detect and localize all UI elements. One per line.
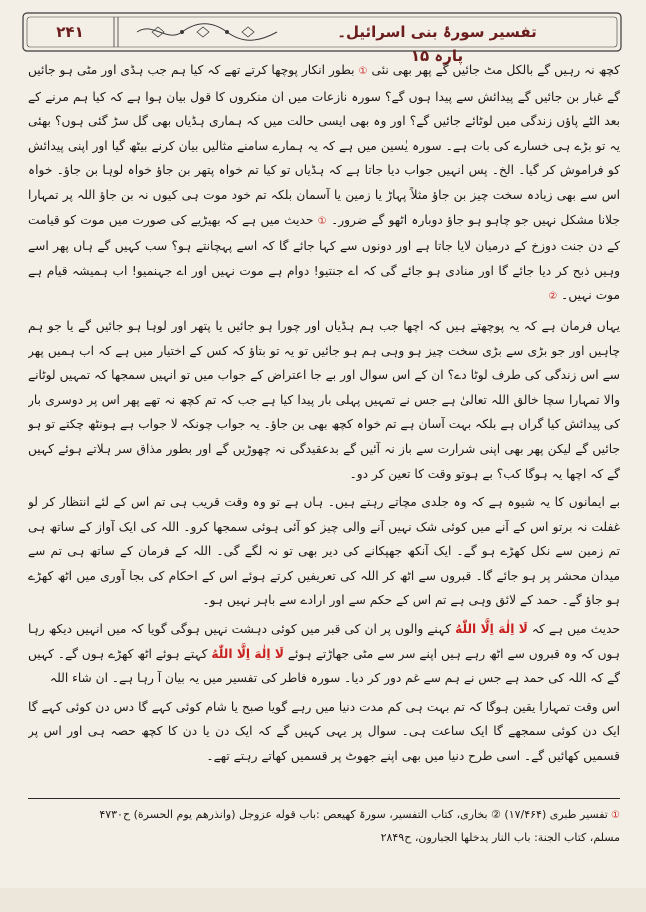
footnote-marker: ① <box>607 810 620 821</box>
footnote-text: مسلم، کتاب الجنة: باب النار يدخلها الجبارون، ح۲۸۴۹ <box>380 831 620 844</box>
paragraph-text: کچھ نہ رہیں گے بالکل مٹ جائیں گے پھر بھی نئی <box>367 63 620 77</box>
footnote-marker: ① <box>317 215 327 227</box>
paragraph <box>28 58 620 310</box>
page-title: تفسیر سورۂ بنی اسرائیل۔ پارہ ۱۵ <box>337 23 537 65</box>
paragraph-text: یہاں فرمان ہے کہ یہ پوچھتے ہیں کہ اچھا جب ہم ہڈیاں اور چورا ہو جائیں یا پتھر اور لوہا ہو جائیں گے یا جو ہم چاہیں اور جو بڑی سے بڑی سخت چیز ہو وہی ہم ہو جائیں تو یہ تو بتاؤ کہ کس کے اختیار میں ہے کہ اب ہمیں پھر سے اس زندگی کی طرف لوٹا دے؟ ان کے اس سوال اور بے جا اعتراض کے جواب میں تو انہیں سمجھا کہ تمہیں لوٹانے والا تمہارا سچا خالق اللہ تعالیٰ ہے جس نے تمہیں پہلی بار پیدا کیا ہے جب کہ تم کچھ نہ تھے پھر اس پر دوسری بار کی پیدائش کیا گراں ہے بلکہ بہت آسان ہے تم خواہ کچھ بھی بن جاؤ۔ یہ جواب چونکہ لا جواب ہے ہونٹھ چکتے تو ہو جائیں گے لیکن پھر بھی اپنی شرارت سے باز نہ آئیں گے بدعقیدگی نہ چھوڑیں گے اور بطور مذاق سر ہلاتے ہوئے کہیں گے کہ اچھا یہ ہوگا کب؟ بے ہوتو وقت کا تعین کر دو۔ <box>28 318 620 481</box>
footnote-text: تفسیر طبری (۱۷/۴۶۴) ② بخاری، کتاب التفسیر، سورۃ کھیعص :باب قوله عزوجل (وانذرهم يوم الحسرة) ح۴۷۳۰ <box>99 808 608 821</box>
paragraph <box>28 490 620 613</box>
vine-ornament-left <box>132 21 282 43</box>
paragraph-text: حدیث میں ہے کہ بھیڑیے کی صورت میں موت کو قیامت کے دن جنت دوزخ کے درمیان لایا جاتا ہے اور دونوں سے کہا جائے گا کہ اسے پہچانتے ہو؟ سب کہیں گے ہاں پھر اسے وہیں ذبح کر دیا جائے گا اور منادی ہو جائے گی کہ اے جنتیو! دوام ہے موت نہیں اور اے جہنمیو! اب ہمیشہ قیام ہے موت نہیں۔ <box>28 212 620 303</box>
footnote-marker: ② <box>548 291 558 303</box>
paragraph-text: حدیث میں ہے کہ <box>527 622 620 637</box>
paragraph-text: کہتے ہوئے اٹھ کھڑے ہوں گے۔ کہیں گے کہ اللہ کی حمد ہے جس نے ہم سے غم دور کر دیا۔ سورہ فاطر کی تفسیر میں یہ بیان آ رہا ہے۔ ان شاء اللہ <box>28 646 620 686</box>
paragraph-text: بے ایمانوں کا یہ شیوہ ہے کہ وہ جلدی مچاتے رہتے ہیں۔ ہاں ہے تو وہ وقت قریب ہی تم اس کے لئے انتظار کر لو غفلت نہ برتو اس کے آنے میں کوئی شک نہیں آنے والی چیز کو آئی ہوئی سمجھا کرو۔ اللہ کی ایک آواز کے ساتھ ہی تم زمین سے نکل کھڑے ہو گے۔ ایک آنکھ جھپکانے کی دیر بھی تو نہ لگے گی۔ اللہ کے فرمان کے ساتھ ہی تم سے میدان محشر پر ہو جائے گا۔ قبروں سے اٹھ کر اللہ کی تعریفیں کرتے ہوئے اس کے احکام کی بجا آوری میں اٹھ کھڑے ہو جاؤ گے۔ حمد کے لائق وہی ہے تم اس کے حکم سے اور ارادے سے باہر نہیں ہو۔ <box>28 495 620 608</box>
footnote-divider <box>28 798 620 799</box>
footnote-line <box>28 804 620 827</box>
paragraph-text: اس وقت تمہارا یقین ہوگا کہ تم بہت ہی کم مدت دنیا میں رہے گویا صبح یا شام کوئی کہے گا دس دن کوئی کہے گا ایک دن کوئی سمجھے گا ایک ساعت ہی۔ سوال پر یہی کہیں گے کہ ایک دن یا دن کا کچھ حصہ ہی اور اس پر قسمیں کھائیں گے۔ اسی طرح دنیا میں بھی اپنے جھوٹ پر قسمیں کھاتے رہتے تھے۔ <box>28 699 620 764</box>
page-header <box>22 12 622 65</box>
arabic-quote: لَا اِلٰهَ اِلَّا اللّٰهُ <box>455 622 528 637</box>
paragraph <box>28 695 620 769</box>
footnote-marker: ① <box>358 66 368 77</box>
paragraph <box>28 617 620 691</box>
paragraph <box>28 314 620 486</box>
body-text <box>28 58 620 796</box>
page-number: ۲۴۱ <box>56 23 84 41</box>
paragraph-text: کہنے والوں پر ان کی قبر میں کوئی دہشت نہیں ہوگی گویا کہ میں انہیں دیکھ رہا ہوں کہ وہ قبروں سے اٹھ رہے ہیں اپنے سر سے مٹی جھاڑتے ہوئے <box>28 622 620 661</box>
arabic-quote: لَا اِلٰهَ اِلَّا اللّٰهُ <box>211 646 284 661</box>
footnote-line <box>28 827 620 849</box>
page-bottom-margin <box>0 888 646 912</box>
footnotes <box>28 804 620 864</box>
paragraph-text: بطور انکار پوچھا کرتے تھے کہ کیا ہم جب ہڈی اور مٹی ہو جائیں گے غبار بن جائیں گے پیدائش سے پیدا ہوں گے؟ سورہ نازعات میں ان منکروں کا قول بیان ہوا ہے کہ کیا ہم مرنے کے بعد الٹے پاؤں زندگی میں لوٹائے جائیں گے؟ اور وہ بھی ایسی حالت میں کہ ہماری ہڈیاں بھی گل سڑ گئی ہوں؟ بھئی یہ تو بڑے ہی خسارے کی بات ہے۔ سورہ یٰسین میں ہے کہ یہ ہمارے سامنے مثالیں بیان کرنے بیٹھ گیا اور اپنی پیدائش کو فراموش کر گیا۔ الخ۔ پس انہیں جواب دیا جاتا ہے کہ ہڈیاں تو کیا تم خواہ پتھر بن جاؤ خواہ لوہا بن جاؤ۔ خواہ اس سے بھی زیادہ سخت چیز بن جاؤ مثلاً پہاڑ یا زمین یا آسمان بلکہ تم خود موت ہی کیوں نہ بن جاؤ اللہ پر تمہارا جلانا مشکل نہیں جو چاہو ہو جاؤ دوبارہ اٹھو گے ضرور۔ <box>28 63 620 227</box>
